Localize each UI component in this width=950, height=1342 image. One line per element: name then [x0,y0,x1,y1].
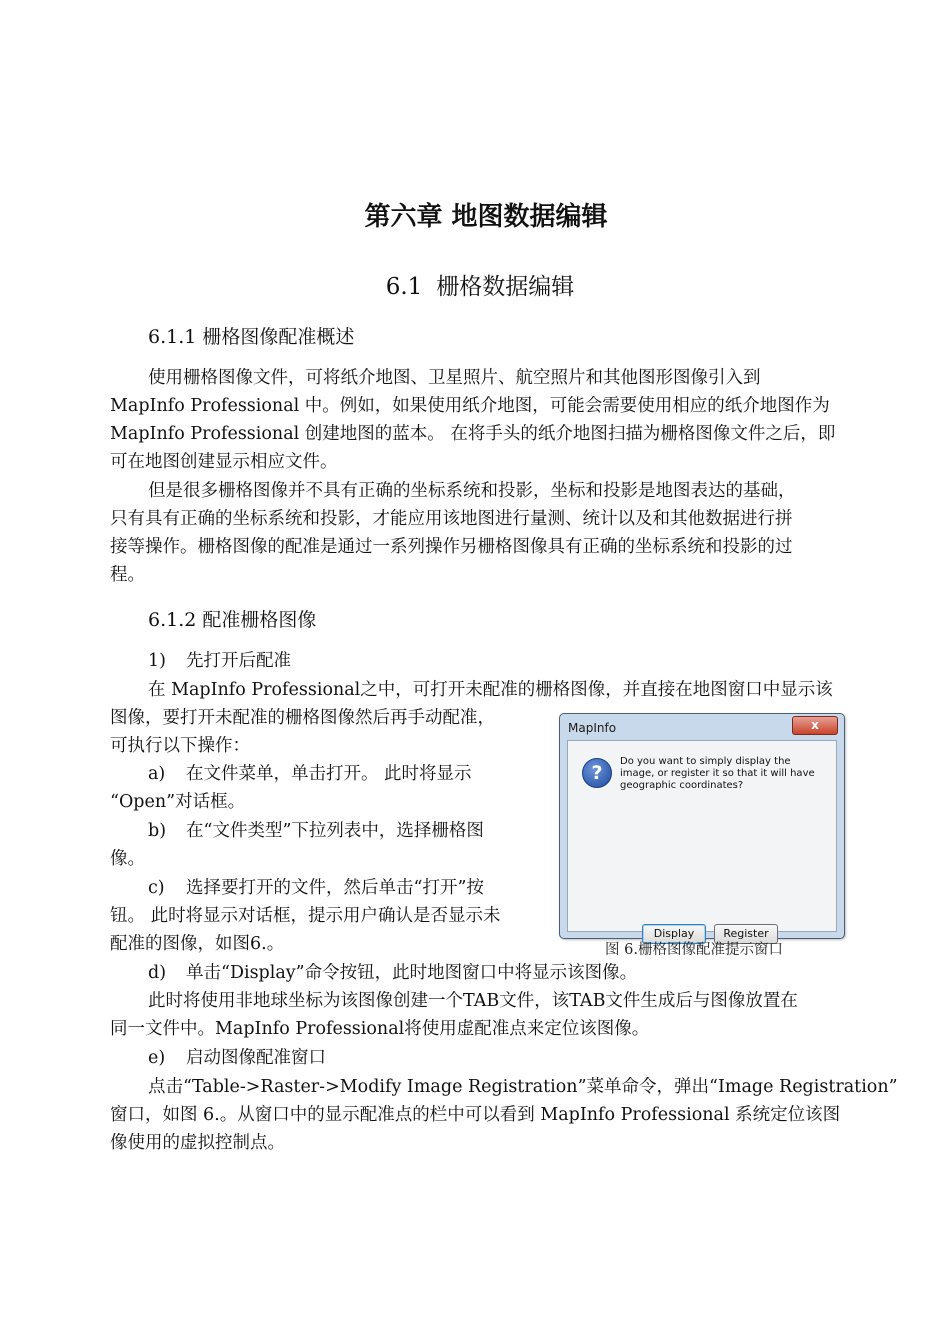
display-button[interactable]: Display [642,924,706,944]
dialog-title: MapInfo [568,721,617,735]
dialog-body [567,740,837,940]
section-number: 6.1 [385,274,423,300]
paragraph-line: 点击“Table->Raster->Modify Image Registration”菜单命令，弹出“Image Registration” [148,1077,898,1097]
list-text-continued: 配准的图像，如图6.。 [110,934,285,954]
list-item-a [148,760,472,788]
register-button[interactable]: Register [714,924,778,944]
paragraph-line: 只有具有正确的坐标系统和投影，才能应用该地图进行量测、统计以及和其他数据进行拼 [110,509,793,529]
paragraph-line: 在 MapInfo Professional之中，可打开未配准的栅格图像，并直接在地图窗口中显示该 [148,680,833,700]
paragraph-line: 同一文件中。MapInfo Professional将使用虚配准点来定位该图像。 [110,1019,650,1039]
dialog-message: Do you want to simply display the image, or register it so that it will have geographic coordinates? [620,756,815,791]
paragraph-line: 此时将使用非地球坐标为该图像创建一个TAB文件，该TAB文件生成后与图像放置在 [148,991,798,1011]
paragraph-line: 可执行以下操作： [110,736,250,756]
paragraph-line: 接等操作。栅格图像的配准是通过一系列操作另栅格图像具有正确的坐标系统和投影的过 [110,537,793,557]
paragraph-line: 使用栅格图像文件，可将纸介地图、卫星照片、航空照片和其他图形图像引入到 [148,368,761,388]
list-text: 先打开后配准 [186,651,291,671]
list-marker: c) [148,878,165,898]
paragraph-line: 窗口，如图 6.。从窗口中的显示配准点的栏中可以看到 MapInfo Professional 系统定位该图 [110,1105,841,1125]
list-item-c [148,874,484,902]
paragraph-line: 程。 [110,565,145,585]
subsection-heading-overview: 6.1.1 栅格图像配准概述 [148,326,355,348]
step-1 [148,647,291,675]
list-text: 在“文件类型”下拉列表中，选择栅格图 [186,821,484,841]
list-text: 在文件菜单，单击打开。 此时将显示 [186,764,472,784]
list-marker: a) [148,764,166,784]
question-icon: ? [582,758,612,788]
list-marker: b) [148,821,167,841]
list-text: 单击“Display”命令按钮，此时地图窗口中将显示该图像。 [186,963,638,983]
list-text: 启动图像配准窗口 [186,1048,326,1068]
paragraph-line: 但是很多栅格图像并不具有正确的坐标系统和投影，坐标和投影是地图表达的基础， [148,481,796,501]
figure-caption: 图 6.栅格图像配准提示窗口 [605,942,783,958]
close-button[interactable]: x [792,716,838,735]
paragraph-line: 像使用的虚拟控制点。 [110,1133,285,1153]
list-item-e [148,1044,326,1072]
section-title: 栅格数据编辑 [436,274,575,300]
list-text-continued: “Open”对话框。 [110,792,246,812]
list-text: 选择要打开的文件，然后单击“打开”按 [186,878,484,898]
mapinfo-dialog-figure [559,713,845,939]
paragraph-line: MapInfo Professional 创建地图的蓝本。 在将手头的纸介地图扫描为栅格图像文件之后，即 [110,424,836,444]
list-item-d [148,959,637,987]
list-text-continued: 钮。 此时将显示对话框，提示用户确认是否显示未 [110,906,501,926]
list-item-b [148,817,484,845]
subsection-heading-register: 6.1.2 配准栅格图像 [148,609,317,631]
paragraph-line: 图像，要打开未配准的栅格图像然后再手动配准， [110,708,495,728]
list-marker: 1) [148,651,166,671]
section-heading [0,268,950,301]
list-text-continued: 像。 [110,849,145,869]
list-marker: d) [148,963,167,983]
list-marker: e) [148,1048,166,1068]
paragraph-line: 可在地图创建显示相应文件。 [110,452,338,472]
chapter-title: 第六章 地图数据编辑 [364,202,608,232]
paragraph-line: MapInfo Professional 中。例如，如果使用纸介地图，可能会需要使用相应的纸介地图作为 [110,396,830,416]
